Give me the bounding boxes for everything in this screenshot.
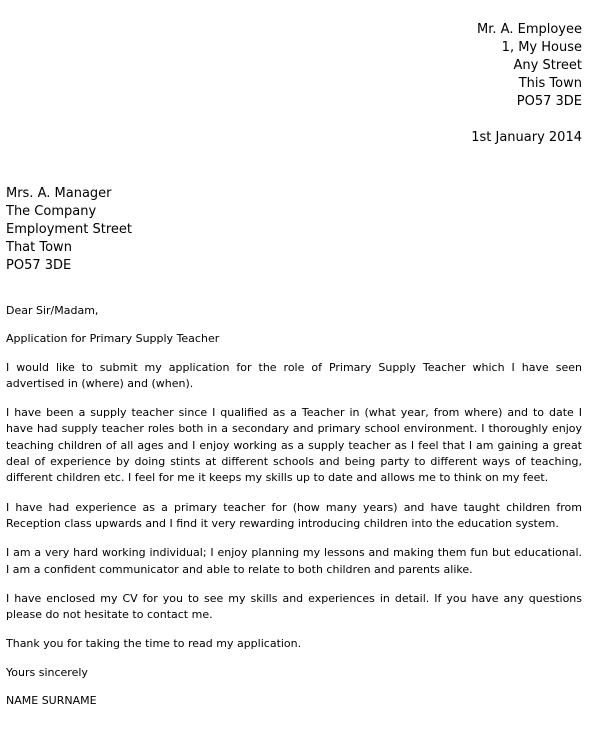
paragraph-thanks: Thank you for taking the time to read my application. [6,637,302,651]
recipient-company: The Company [6,204,97,219]
letter-date: 1st January 2014 [471,130,582,145]
closing: Yours sincerely [6,665,88,679]
paragraph-personal-qualities: I am a very hard working individual; I enjoy planning my lessons and making them fun but educational. I am a confident communicator and able to relate to both children and parents alike. [6,546,582,576]
signature-name: NAME SURNAME [6,694,97,708]
recipient-postcode: PO57 3DE [6,258,72,273]
sender-address-line: This Town [518,76,582,91]
sender-address-line: Any Street [513,58,582,73]
paragraph-primary-experience: I have had experience as a primary teacher for (how many years) and have taught children from Reception class upwards and I find it very rewarding introducing children into the education system. [6,500,582,530]
sender-name: Mr. A. Employee [477,22,582,37]
salutation: Dear Sir/Madam, [6,304,99,317]
sender-address-line: 1, My House [501,40,582,55]
recipient-address [6,185,132,275]
paragraph-experience: I have been a supply teacher since I qualified as a Teacher in (what year, from where) and to date I have had supply teacher roles both in a secondary and primary school environment. I thoroughly enjoy teaching children of all ages and I enjoy working as a supply teacher as I feel that I am gaining a great deal of experience by doing stints at different schools and being party to different ways of teaching, different children etc. I feel for me it keeps my skills up to date and allows me to think on my feet. [6,406,582,485]
letter-body [6,303,582,722]
paragraph-intro: I would like to submit my application for the role of Primary Supply Teacher which I have seen advertised in (where) and (when). [6,360,582,390]
paragraph-cv-enclosed: I have enclosed my CV for you to see my skills and experiences in detail. If you have any questions please do not hesitate to contact me. [6,591,582,622]
recipient-address-line: Employment Street [6,222,133,237]
recipient-address-line: That Town [6,240,72,255]
sender-postcode: PO57 3DE [516,94,582,109]
recipient-name: Mrs. A. Manager [6,186,112,201]
subject-line: Application for Primary Supply Teacher [6,332,220,346]
sender-address [477,21,582,111]
